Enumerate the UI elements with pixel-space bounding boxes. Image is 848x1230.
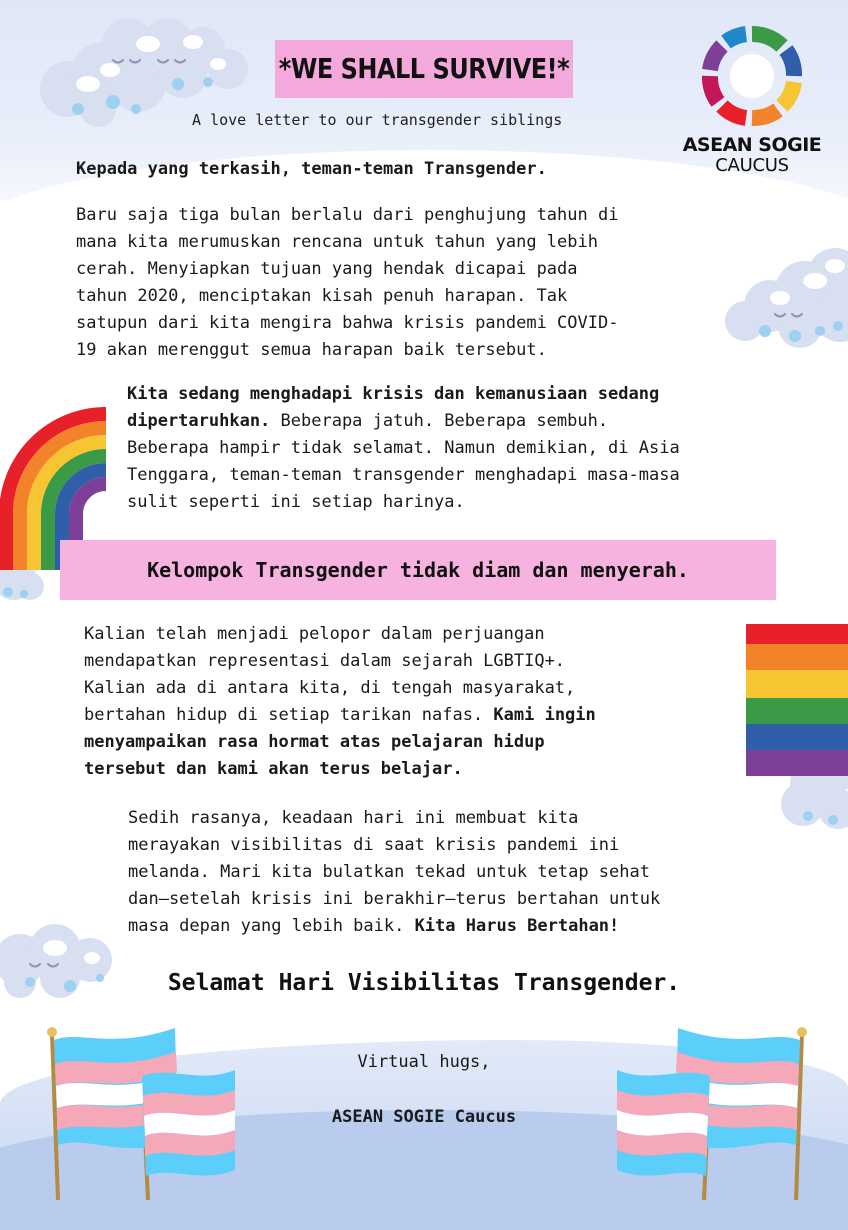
paragraph-4-fragment: masa depan yang lebih baik.: [128, 916, 415, 936]
closing-line: Selamat Hari Visibilitas Transgender.: [167, 970, 681, 996]
paragraph-3-bold-line: menyampaikan rasa hormat atas pelajaran hidup: [84, 732, 545, 752]
paragraph-3-line: Kalian telah menjadi pelopor dalam perjuangan: [84, 624, 545, 644]
paragraph-2: [127, 381, 807, 516]
paragraph-3-line: [84, 702, 744, 729]
paragraph-3-line: mendapatkan representasi dalam sejarah LGBTIQ+.: [84, 651, 566, 671]
letter-greeting: Kepada yang terkasih, teman-teman Transgender.: [76, 159, 547, 179]
paragraph-2-line: Tenggara, teman-teman transgender menghadapi masa-masa: [127, 465, 680, 485]
paragraph-1-line: tahun 2020, menciptakan kisah penuh harapan. Tak: [76, 286, 568, 306]
paragraph-2-bold-fragment: dipertaruhkan.: [127, 411, 271, 431]
paragraph-1-line: Baru saja tiga bulan berlalu dari penghujung tahun di: [76, 205, 619, 225]
paragraph-1-line: mana kita merumuskan rencana untuk tahun yang lebih: [76, 232, 598, 252]
paragraph-4-line: Sedih rasanya, keadaan hari ini membuat kita: [128, 808, 579, 828]
paragraph-2-line: sulit seperti ini setiap harinya.: [127, 492, 465, 512]
paragraph-1-line: cerah. Menyiapkan tujuan yang hendak dicapai pada: [76, 259, 578, 279]
paragraph-4-line: melanda. Mari kita bulatkan tekad untuk tetap sehat: [128, 862, 650, 882]
page-title: *WE SHALL SURVIVE!*: [278, 52, 570, 86]
paragraph-3-line: Kalian ada di antara kita, di tengah masyarakat,: [84, 678, 576, 698]
paragraph-4-line: [128, 913, 808, 940]
rainbow-right-icon: [746, 624, 848, 784]
asean-sogie-caucus-logo-icon: [700, 24, 804, 128]
paragraph-3-bold-line: tersebut dan kami akan terus belajar.: [84, 759, 463, 779]
paragraph-1: [76, 202, 756, 364]
title-banner: [275, 40, 573, 98]
paragraph-3-bold-fragment: Kami ingin: [493, 705, 596, 725]
logo-name-line1: ASEAN SOGIE: [682, 134, 822, 156]
paragraph-2-fragment: Beberapa jatuh. Beberapa sembuh.: [270, 411, 609, 431]
paragraph-2-line: [127, 408, 807, 435]
page-subtitle: A love letter to our transgender siblings: [192, 111, 563, 129]
paragraph-3: [84, 621, 744, 783]
paragraph-4: [128, 805, 808, 940]
highlight-banner-text: Kelompok Transgender tidak diam dan menyerah.: [147, 558, 689, 582]
highlight-banner: [60, 540, 776, 600]
paragraph-1-line: satupun dari kita mengira bahwa krisis pandemi COVID-: [76, 313, 619, 333]
paragraph-4-line: dan—setelah krisis ini berakhir—terus bertahan untuk: [128, 889, 661, 909]
signoff: Virtual hugs,: [357, 1052, 491, 1072]
paragraph-1-line: 19 akan merenggut semua harapan baik tersebut.: [76, 340, 547, 360]
paragraph-4-line: merayakan visibilitas di saat krisis pandemi ini: [128, 835, 620, 855]
signature: ASEAN SOGIE Caucus: [331, 1107, 517, 1127]
logo-name-line2: CAUCUS: [715, 155, 789, 176]
paragraph-3-fragment: bertahan hidup di setiap tarikan nafas.: [84, 705, 494, 725]
paragraph-2-line: Beberapa hampir tidak selamat. Namun demikian, di Asia: [127, 438, 680, 458]
paragraph-2-bold-line: Kita sedang menghadapi krisis dan kemanusiaan sedang: [127, 384, 660, 404]
paragraph-4-bold-fragment: Kita Harus Bertahan!: [414, 916, 620, 936]
